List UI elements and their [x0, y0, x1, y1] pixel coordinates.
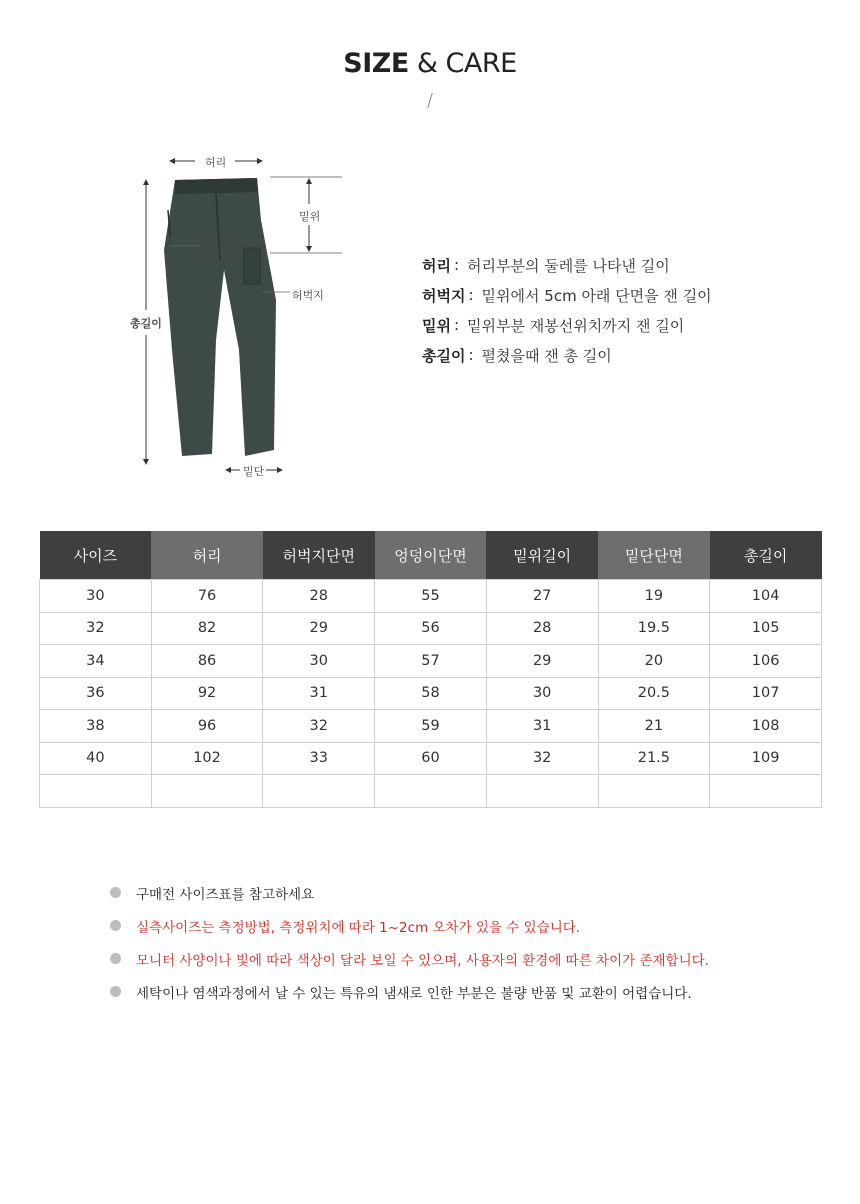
table-cell: 32	[486, 742, 598, 775]
note-item	[110, 876, 709, 909]
table-cell: 19.5	[598, 612, 710, 645]
table-cell	[151, 775, 263, 808]
note-text: 세탁이나 염색과정에서 날 수 있는 특유의 냄새로 인한 부분은 불량 반품 및 교환이 어렵습니다.	[136, 985, 692, 1002]
table-cell	[486, 775, 598, 808]
table-cell: 21	[598, 710, 710, 743]
table-cell: 56	[375, 612, 487, 645]
table-row-empty	[40, 775, 822, 808]
definition-colon: :	[468, 286, 474, 304]
table-cell: 28	[263, 580, 375, 613]
table-cell: 32	[263, 710, 375, 743]
table-cell: 106	[710, 645, 822, 678]
table-cell	[263, 775, 375, 808]
table-cell: 38	[40, 710, 152, 743]
table-cell	[598, 775, 710, 808]
definition-term: 허리	[422, 256, 451, 275]
table-cell: 33	[263, 742, 375, 775]
header-total-length: 총길이	[710, 531, 822, 580]
table-cell: 30	[263, 645, 375, 678]
definition-row	[422, 250, 712, 280]
table-cell: 59	[375, 710, 487, 743]
definition-desc: 허리부분의 둘레를 나타낸 길이	[467, 256, 670, 275]
table-cell: 30	[486, 677, 598, 710]
table-cell: 82	[151, 612, 263, 645]
waistband	[175, 178, 258, 194]
table-cell: 92	[151, 677, 263, 710]
table-cell	[710, 775, 822, 808]
title-divider: /	[426, 90, 434, 111]
hip-label: 엉덩이	[201, 242, 233, 255]
table-cell	[40, 775, 152, 808]
table-cell: 76	[151, 580, 263, 613]
hem-label: 밑단	[243, 465, 265, 478]
table-cell: 32	[40, 612, 152, 645]
header-size: 사이즈	[40, 531, 152, 580]
definition-row	[422, 310, 712, 340]
measurement-diagram	[120, 150, 360, 490]
header-rise: 밑위길이	[486, 531, 598, 580]
bullet-icon	[110, 887, 121, 898]
table-cell: 86	[151, 645, 263, 678]
table-row	[40, 677, 822, 710]
bullet-icon	[110, 953, 121, 964]
table-cell: 96	[151, 710, 263, 743]
care-notes	[110, 876, 709, 1008]
table-cell: 108	[710, 710, 822, 743]
table-cell: 55	[375, 580, 487, 613]
table-cell: 104	[710, 580, 822, 613]
table-cell: 57	[375, 645, 487, 678]
definition-term: 허벅지	[422, 286, 466, 305]
table-cell: 107	[710, 677, 822, 710]
table-header-row	[40, 531, 822, 580]
definition-colon: :	[453, 256, 460, 274]
table-cell: 29	[263, 612, 375, 645]
definition-desc: 밑위에서 5cm 아래 단면을 잰 길이	[481, 286, 712, 305]
table-cell: 19	[598, 580, 710, 613]
table-row	[40, 612, 822, 645]
table-cell: 36	[40, 677, 152, 710]
table-row	[40, 580, 822, 613]
note-text: 실측사이즈는 측정방법, 측정위치에 따라 1~2cm 오차가 있을 수 있습니다.	[136, 919, 581, 936]
table-cell: 60	[375, 742, 487, 775]
definition-desc: 밑위부분 재봉선위치까지 잰 길이	[467, 316, 685, 335]
table-cell: 21.5	[598, 742, 710, 775]
table-cell: 34	[40, 645, 152, 678]
waist-label: 허리	[205, 156, 227, 169]
definition-colon: :	[468, 346, 474, 364]
table-row	[40, 742, 822, 775]
title-bold: SIZE	[343, 48, 409, 79]
bullet-icon	[110, 920, 121, 931]
definition-colon: :	[453, 316, 460, 334]
note-text: 구매전 사이즈표를 참고하세요	[136, 886, 315, 903]
table-cell: 30	[40, 580, 152, 613]
size-table	[39, 531, 822, 808]
table-cell: 31	[486, 710, 598, 743]
pants-shape	[164, 178, 276, 456]
note-item	[110, 942, 709, 975]
definition-term: 총길이	[422, 346, 466, 365]
table-cell: 27	[486, 580, 598, 613]
table-cell: 20	[598, 645, 710, 678]
definition-desc: 펼쳤을때 잰 총 길이	[481, 346, 612, 365]
thigh-label: 허벅지	[292, 289, 324, 302]
table-cell: 109	[710, 742, 822, 775]
bullet-icon	[110, 986, 121, 997]
definition-row	[422, 280, 712, 310]
cargo-pocket	[244, 248, 260, 284]
table-cell: 58	[375, 677, 487, 710]
table-cell	[375, 775, 487, 808]
table-row	[40, 710, 822, 743]
note-item	[110, 909, 709, 942]
definition-term: 밑위	[422, 316, 451, 335]
table-cell: 102	[151, 742, 263, 775]
note-text: 모니터 사양이나 빛에 따라 색상이 달라 보일 수 있으며, 사용자의 환경에 따른 차이가 존재합니다.	[136, 952, 709, 969]
rise-label: 밑위	[299, 210, 321, 223]
total-length-label: 총길이	[130, 317, 162, 330]
table-row	[40, 645, 822, 678]
header-hip: 엉덩이단면	[375, 531, 487, 580]
table-cell: 105	[710, 612, 822, 645]
definition-row	[422, 340, 712, 370]
note-item	[110, 975, 709, 1008]
page-title	[0, 48, 860, 79]
table-cell: 31	[263, 677, 375, 710]
table-cell: 40	[40, 742, 152, 775]
table-cell: 28	[486, 612, 598, 645]
header-waist: 허리	[151, 531, 263, 580]
header-hem: 밑단단면	[598, 531, 710, 580]
table-cell: 29	[486, 645, 598, 678]
title-rest: & CARE	[408, 48, 517, 79]
measurement-definitions	[422, 250, 712, 370]
header-thigh: 허벅지단면	[263, 531, 375, 580]
table-cell: 20.5	[598, 677, 710, 710]
